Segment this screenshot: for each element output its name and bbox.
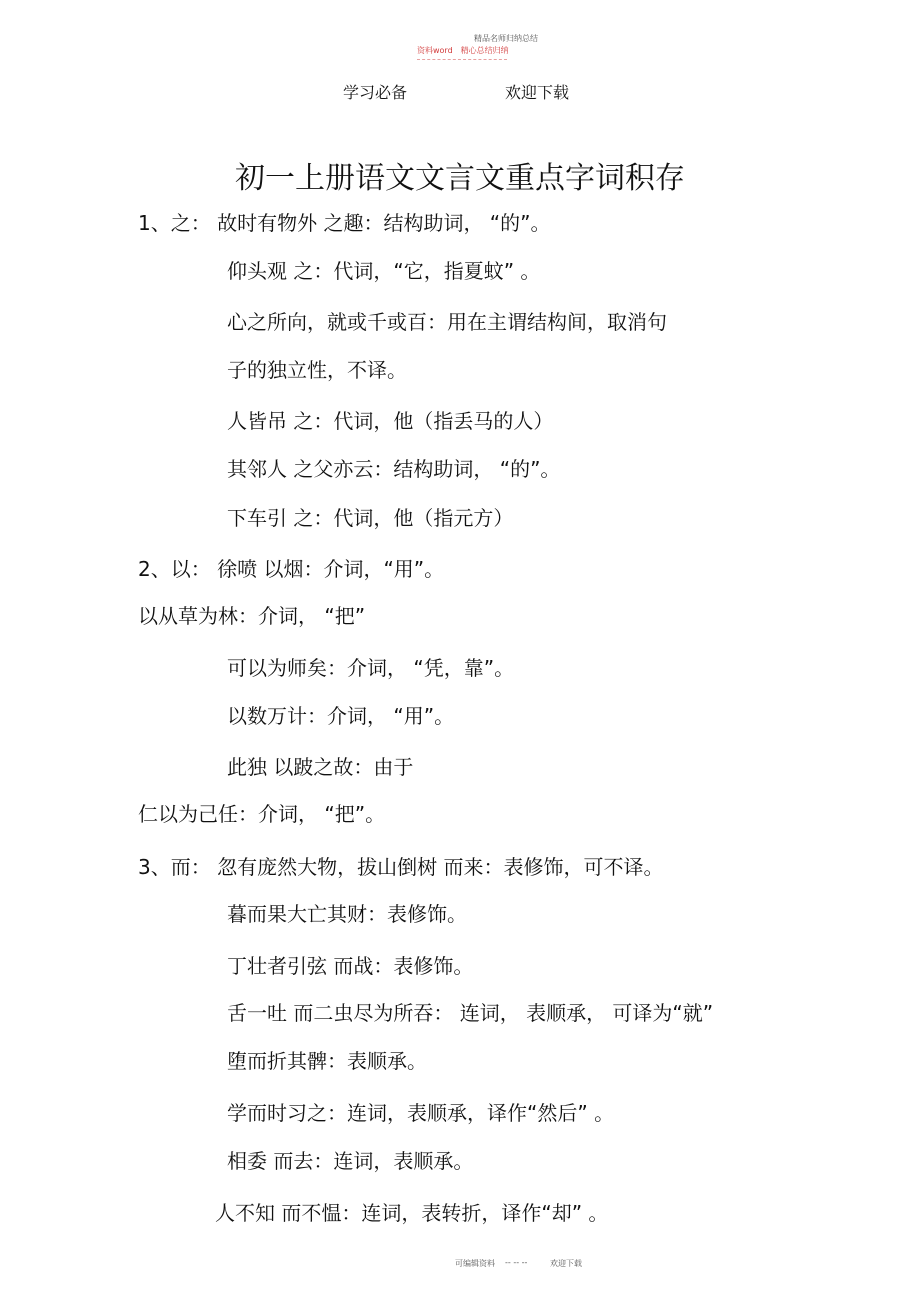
text-line: 仰头观 之：代词，“它，指夏蚊” 。 bbox=[227, 259, 541, 283]
watermark-red bbox=[417, 45, 509, 56]
text-line: 2、以： 徐喷 以烟：介词，“用”。 bbox=[138, 557, 445, 581]
text-line: 学而时习之：连词，表顺承，译作“然后” 。 bbox=[227, 1101, 615, 1125]
text-line: 3、而： 忽有庞然大物，拔山倒树 而来：表修饰，可不译。 bbox=[138, 855, 664, 879]
text-line: 子的独立性，不译。 bbox=[227, 358, 407, 382]
footer-left: 可编辑资料 bbox=[455, 1259, 495, 1268]
text-line: 其邻人 之父亦云：结构助词， “的”。 bbox=[227, 457, 561, 481]
footer-dashes: -- -- -- bbox=[505, 1258, 528, 1267]
watermark-red-right: 精心总结归纳 bbox=[460, 46, 509, 55]
text-line: 可以为师矣：介词， “凭，靠”。 bbox=[227, 656, 515, 680]
text-line: 1、之： 故时有物外 之趣：结构助词， “的”。 bbox=[138, 211, 551, 235]
text-line: 以数万计：介词， “用”。 bbox=[227, 704, 455, 728]
text-line: 相委 而去：连词，表顺承。 bbox=[227, 1149, 474, 1173]
text-line: 下车引 之：代词，他（指元方） bbox=[227, 506, 514, 530]
text-line: 仁以为己任：介词， “把”。 bbox=[138, 802, 386, 826]
text-line: 堕而折其髀：表顺承。 bbox=[227, 1049, 427, 1073]
text-line: 心之所向，就或千或百：用在主谓结构间，取消句 bbox=[227, 310, 667, 334]
text-line: 暮而果大亡其财：表修饰。 bbox=[227, 902, 467, 926]
text-line: 以从草为林：介词， “把” bbox=[138, 604, 366, 628]
text-line: 人不知 而不愠：连词，表转折，译作“却” 。 bbox=[215, 1201, 609, 1225]
text-line: 人皆吊 之：代词，他（指丢马的人） bbox=[227, 409, 554, 433]
watermark-top: 精品名师归纳总结 bbox=[474, 34, 538, 43]
text-line: 此独 以跛之故：由于 bbox=[227, 755, 414, 779]
text-line: 丁壮者引弦 而战：表修饰。 bbox=[227, 954, 474, 978]
watermark-divider bbox=[417, 59, 507, 60]
page-title: 初一上册语文文言文重点字词积存 bbox=[235, 161, 685, 196]
header-left: 学习必备 bbox=[343, 83, 408, 102]
footer-right: 欢迎下载 bbox=[550, 1259, 582, 1268]
header-right: 欢迎下载 bbox=[505, 83, 570, 102]
text-line: 舌一吐 而二虫尽为所吞： 连词， 表顺承， 可译为“就” bbox=[227, 1001, 714, 1025]
watermark-red-left: 资料word bbox=[417, 46, 453, 55]
